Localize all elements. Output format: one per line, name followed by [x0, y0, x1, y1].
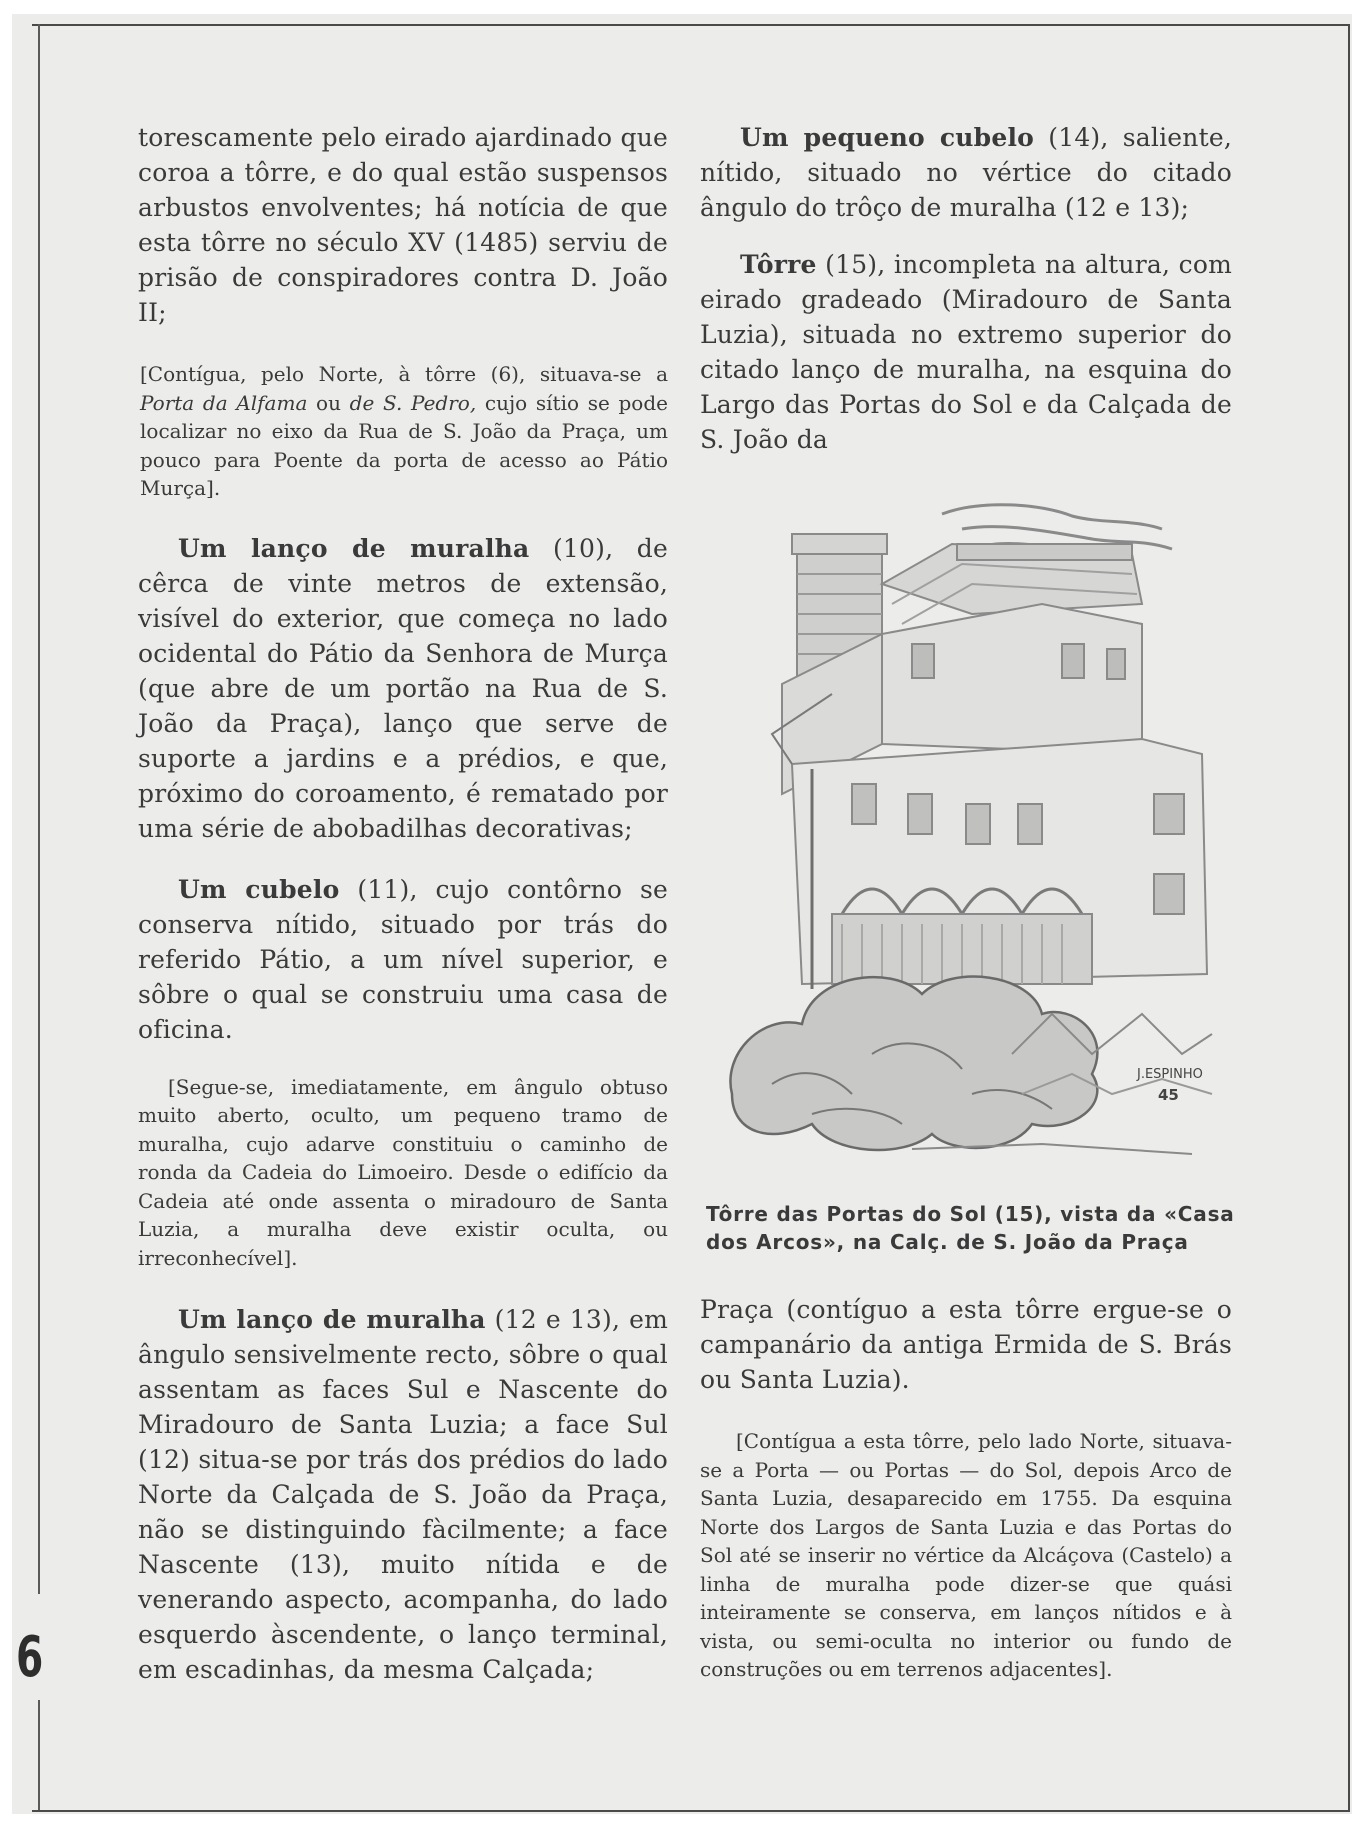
item-12-text: (12 e 13), em ângulo sensivelmente recto, sôbre o qual assentam as faces Sul e Nascente do Miradouro de Santa Luzia; a face Sul (12) situa-se por trás dos prédios do lado Norte da Calçada de S. João da Praça, não se distinguindo fàcilmente; a face Nascente (13), muito nítida e de venerando aspecto, acompanha, do lado esquerdo àscendente, o lanço terminal, em escadinhas, da mesma Calçada;	[138, 1305, 668, 1684]
paragraph-tower-prison: torescamente pelo eirado ajardinado que coroa a tôrre, e do qual estão suspensos arbustos envolventes; há notícia de que esta tôrre no século XV (1485) serviu de prisão de conspiradores contra D. João II;	[138, 123, 668, 327]
left-border-line-lower	[38, 1700, 40, 1810]
paragraph-item-15	[700, 247, 1232, 457]
illustration-caption: Tôrre das Portas do Sol (15), vista da «Casa dos Arcos», na Calç. de S. João da Praça	[706, 1202, 1235, 1254]
item-14-text: (14), saliente, nítido, situado no vértice do citado ângulo do trôço de muralha (12 e 13);	[700, 123, 1232, 222]
item-10-label: Um lanço de muralha	[178, 533, 530, 563]
note-text-b: ou	[307, 390, 350, 415]
item-10-text: (10), de cêrca de vinte metros de extensão, visível do exterior, que começa no lado ocidental do Pátio da Senhora de Murça (que abre de um portão na Rua de S. João da Praça), lanço que serve de suporte a jardins e a prédios, e que, próximo do coroamento, é rematado por uma série de abobadilhas decorativas;	[138, 533, 668, 843]
note-porta-sol: [Contígua a esta tôrre, pelo lado Norte, situava-se a Porta — ou Portas — do Sol, depois Arco de Santa Luzia, desaparecido em 1755. Da esquina Norte dos Largos de Santa Luzia e das Portas do Sol até se inserir no vértice da Alcáçova (Castelo) a linha de muralha pode dizer-se que quási inteiramente se conserva, em lanços nítidos e à vista, ou semi-oculta no interior ou fundo de construções ou em terrenos adjacentes].	[700, 1429, 1232, 1681]
note-text-a: [Contígua, pelo Norte, à tôrre (6), situava-se a	[140, 362, 668, 386]
right-column-lower	[700, 1292, 1232, 1684]
page-number: 6	[16, 1625, 44, 1690]
tower-illustration	[712, 494, 1232, 1184]
item-12-label: Um lanço de muralha	[178, 1305, 486, 1334]
item-11-label: Um cubelo	[178, 874, 340, 904]
paragraph-continuation: Praça (contíguo a esta tôrre ergue-se o campanário da antiga Ermida de S. Brás ou Santa Luzia).	[700, 1295, 1232, 1394]
item-11-text: (11), cujo contôrno se conserva nítido, situado por trás do referido Pátio, a um nível superior, e sôbre o qual se construiu uma casa de oficina.	[138, 874, 668, 1044]
left-column	[138, 120, 668, 1687]
paragraph-item-11	[138, 872, 668, 1047]
note-text-c: cujo sítio se pode localizar no eixo da Rua de S. João da Praça, um pouco para Poente da porta de acesso ao Pátio Murça].	[140, 390, 668, 500]
item-15-text: (15), incompleta na altura, com eirado gradeado (Miradouro de Santa Luzia), situada no extremo superior do citado lanço de muralha, na esquina do Largo das Portas do Sol e da Calçada de S. João da	[700, 250, 1232, 454]
right-column	[700, 120, 1232, 457]
illustration-year: 45	[1158, 1086, 1179, 1104]
item-14-label: Um pequeno cubelo	[740, 123, 1035, 152]
paragraph-item-14	[700, 120, 1232, 225]
note-pedro-name: de S. Pedro,	[349, 390, 477, 415]
note-porta-alfama	[138, 360, 668, 503]
note-porta-name: Porta da Alfama	[140, 390, 308, 415]
item-15-label: Tôrre	[740, 250, 817, 279]
left-border-line	[38, 24, 40, 1594]
paragraph-item-12-13	[138, 1302, 668, 1687]
illustration-signature: J.ESPINHO	[1137, 1067, 1203, 1082]
paragraph-item-10	[138, 531, 668, 846]
note-cadeia-limoeiro: [Segue-se, imediatamente, em ângulo obtuso muito aberto, oculto, um pequeno tramo de muralha, cujo adarve constituiu o caminho de ronda da Cadeia do Limoeiro. Desde o edifício da Cadeia até onde assenta o miradouro de Santa Luzia, a muralha deve existir oculta, ou irreconhecível].	[138, 1074, 668, 1270]
